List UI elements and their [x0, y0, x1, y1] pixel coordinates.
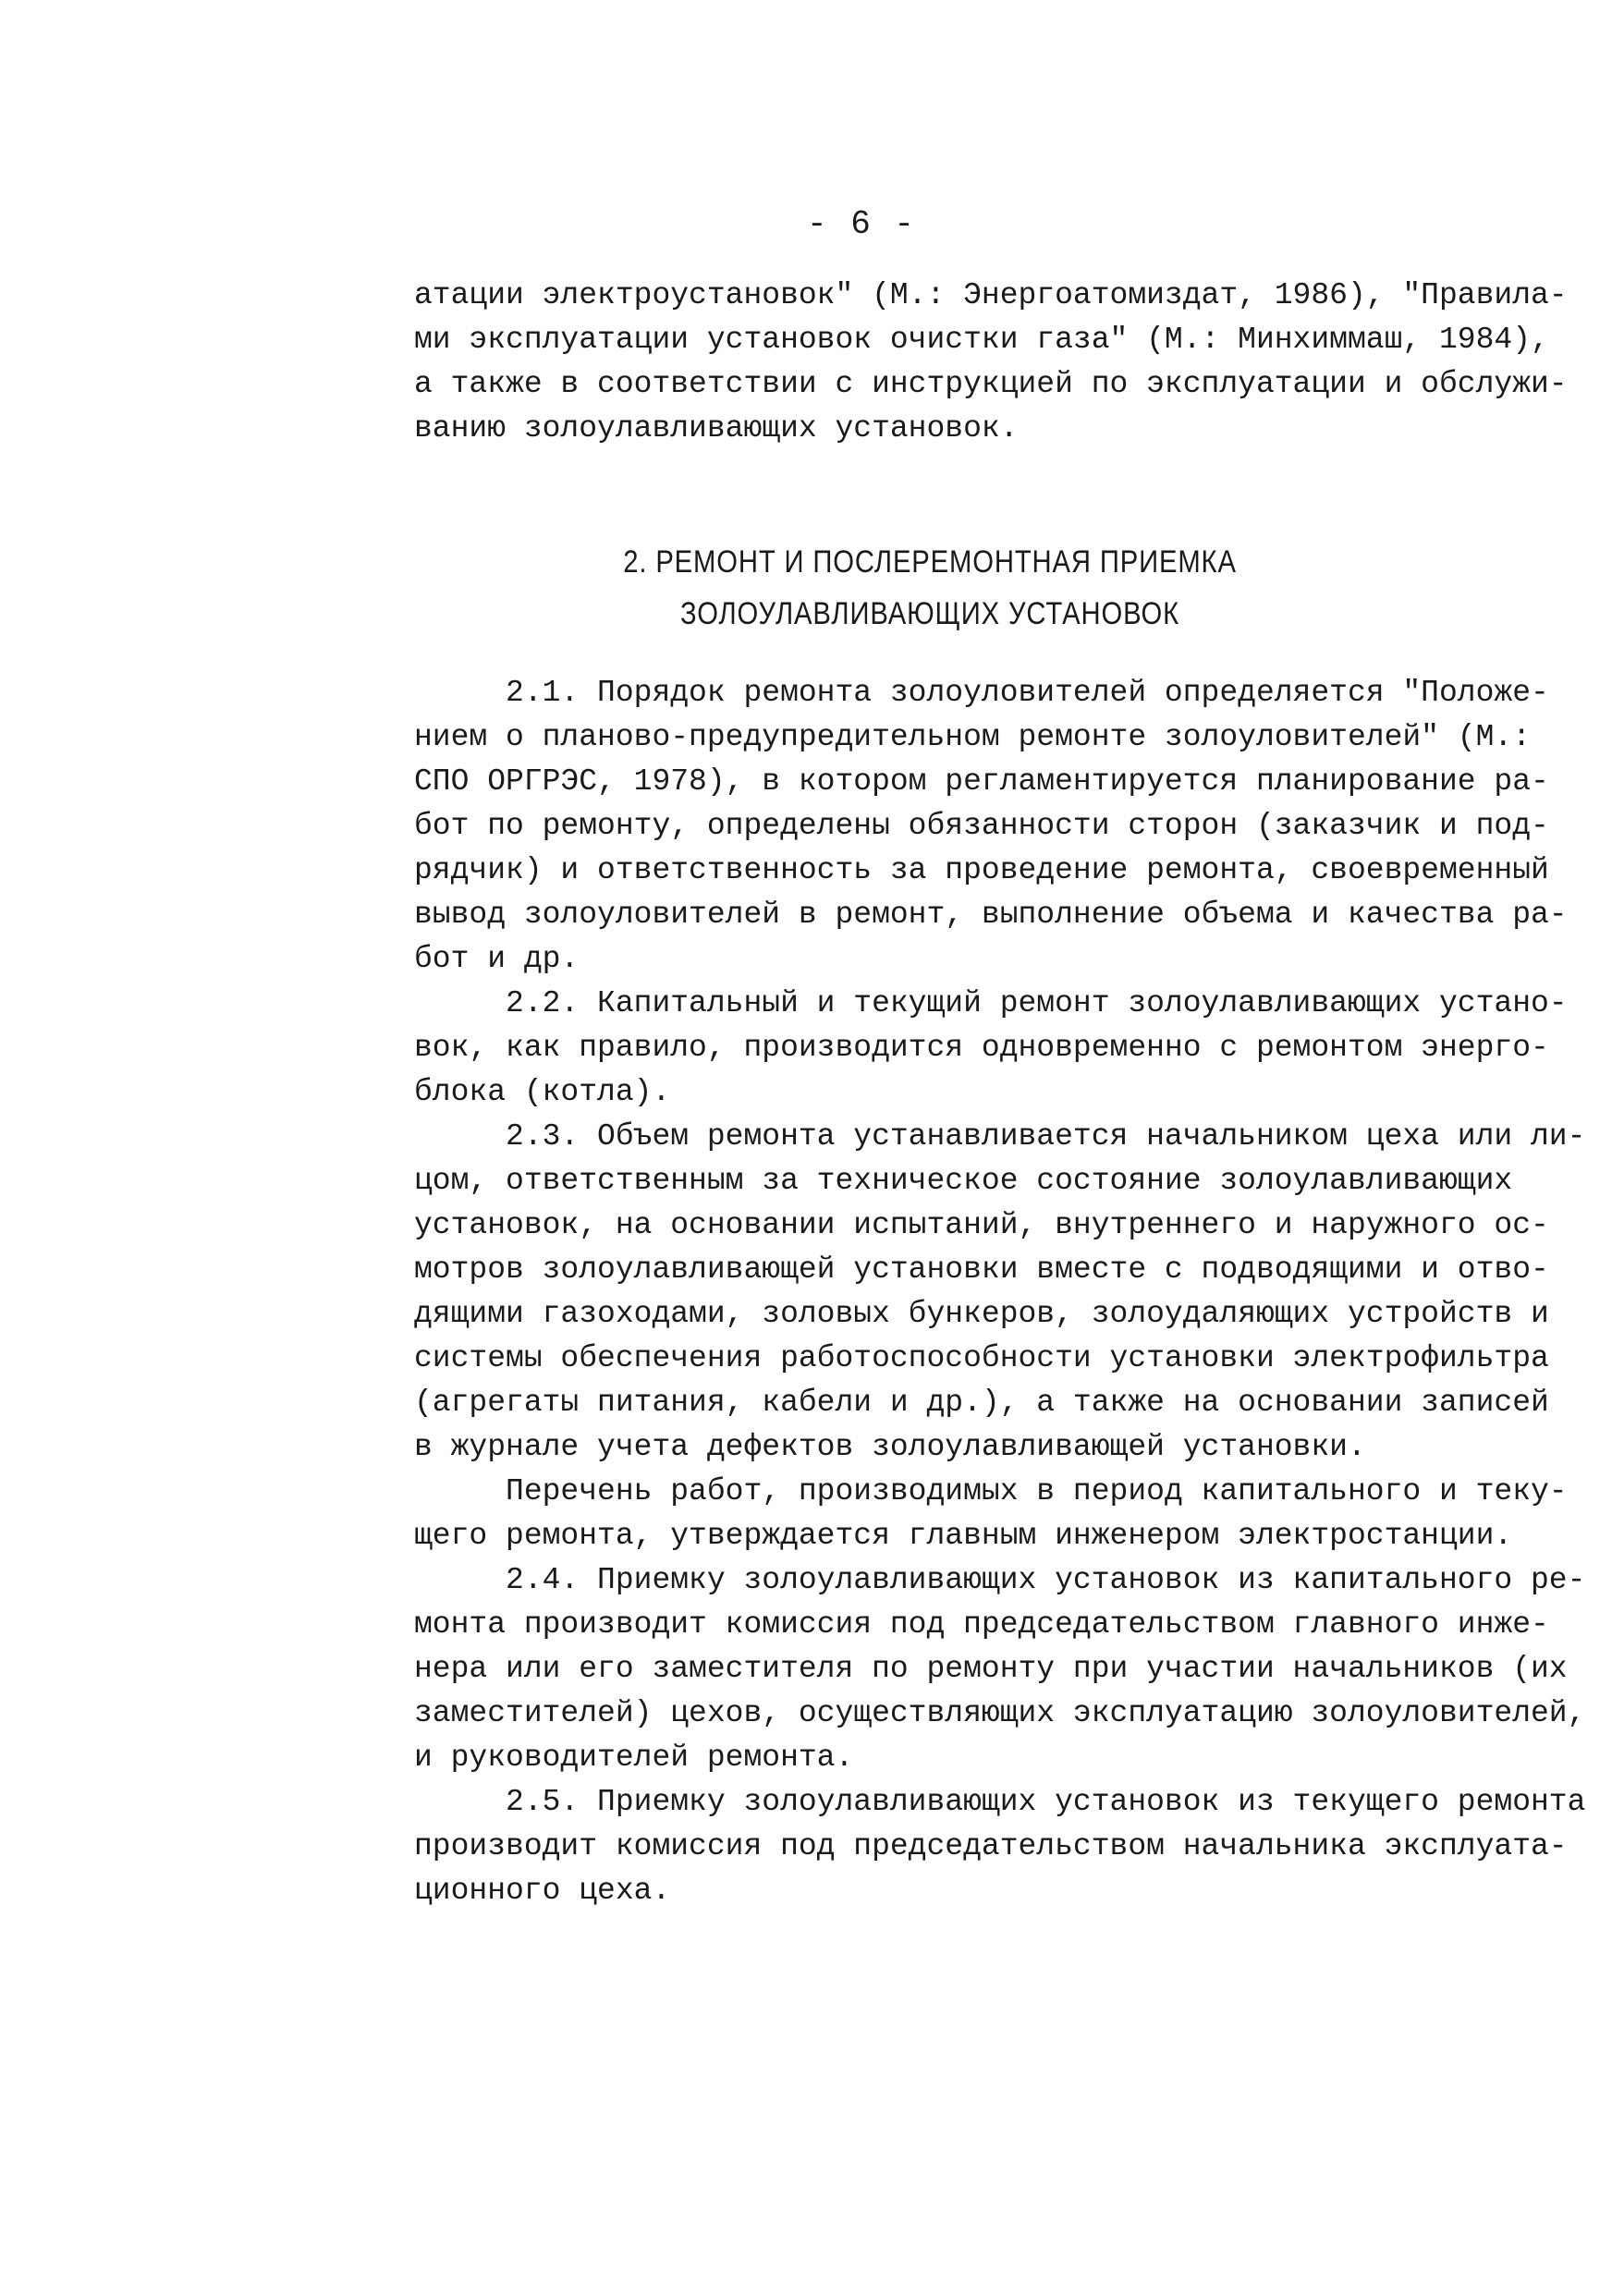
- text-line: атации электроустановок" (М.: Энергоатомиздат, 1986), "Правила-: [414, 278, 1568, 312]
- section-title-line-2: ЗОЛОУЛАВЛИВАЮЩИХ УСТАНОВОК: [680, 596, 1180, 631]
- text-line: ванию золоулавливающих установок.: [414, 411, 1019, 446]
- text-line: ционного цеха.: [414, 1874, 671, 1908]
- text-line: нера или его заместителя по ремонту при участии начальников (их: [414, 1652, 1568, 1686]
- intro-paragraph: [414, 274, 1569, 451]
- text-line: бот по ремонту, определены обязанности сторон (заказчик и под-: [414, 809, 1549, 843]
- text-line: 2.5. Приемку золоулавливающих установок из текущего ремонта: [414, 1785, 1586, 1819]
- text-line: дящими газоходами, золовых бункеров, золоудаляющих устройств и: [414, 1297, 1549, 1331]
- text-line: рядчик) и ответственность за проведение ремонта, своевременный: [414, 853, 1549, 887]
- text-line: установок, на основании испытаний, внутреннего и наружного ос-: [414, 1208, 1549, 1242]
- text-line: заместителей) цехов, осуществляющих эксплуатацию золоуловителей,: [414, 1696, 1586, 1730]
- section-heading: [129, 536, 1516, 640]
- text-line: монта производит комиссия под председательством главного инже-: [414, 1607, 1549, 1642]
- page-number: - 6 -: [806, 205, 917, 243]
- text-line: системы обеспечения работоспособности установки электрофильтра: [414, 1341, 1549, 1375]
- text-line: бот и др.: [414, 942, 580, 976]
- text-line: 2.1. Порядок ремонта золоуловителей определяется "Положе-: [414, 676, 1549, 710]
- section-title-line-1: 2. РЕМОНТ И ПОСЛЕРЕМОНТНАЯ ПРИЕМКА: [623, 544, 1237, 580]
- text-line: ми эксплуатации установок очистки газа" (М.: Минхиммаш, 1984),: [414, 323, 1549, 357]
- text-line: 2.4. Приемку золоулавливающих установок из капитального ре-: [414, 1563, 1586, 1597]
- text-line: вывод золоуловителей в ремонт, выполнение объема и качества ра-: [414, 898, 1568, 932]
- text-line: производит комиссия под председательством начальника эксплуата-: [414, 1829, 1568, 1863]
- text-line: 2.2. Капитальный и текущий ремонт золоулавливающих устано-: [414, 986, 1568, 1020]
- text-line: блока (котла).: [414, 1075, 671, 1109]
- section-body: [414, 671, 1586, 1913]
- text-line: СПО ОРГРЭС, 1978), в котором регламентируется планирование ра-: [414, 764, 1549, 799]
- text-line: мотров золоулавливающей установки вместе с подводящими и отво-: [414, 1252, 1549, 1287]
- text-line: нием о планово-предупредительном ремонте золоуловителей" (М.:: [414, 720, 1531, 754]
- text-line: а также в соответствии с инструкцией по эксплуатации и обслужи-: [414, 367, 1568, 401]
- text-line: 2.3. Объем ремонта устанавливается начальником цеха или ли-: [414, 1119, 1586, 1154]
- text-line: и руководителей ремонта.: [414, 1740, 854, 1775]
- text-line: щего ремонта, утверждается главным инженером электростанции.: [414, 1519, 1513, 1553]
- text-line: в журнале учета дефектов золоулавливающей установки.: [414, 1430, 1366, 1464]
- text-line: Перечень работ, производимых в период капитального и теку-: [414, 1474, 1568, 1508]
- text-line: (агрегаты питания, кабели и др.), а также на основании записей: [414, 1386, 1549, 1420]
- text-line: цом, ответственным за техническое состояние золоулавливающих: [414, 1164, 1513, 1198]
- text-line: вок, как правило, производится одновременно с ремонтом энерго-: [414, 1031, 1549, 1065]
